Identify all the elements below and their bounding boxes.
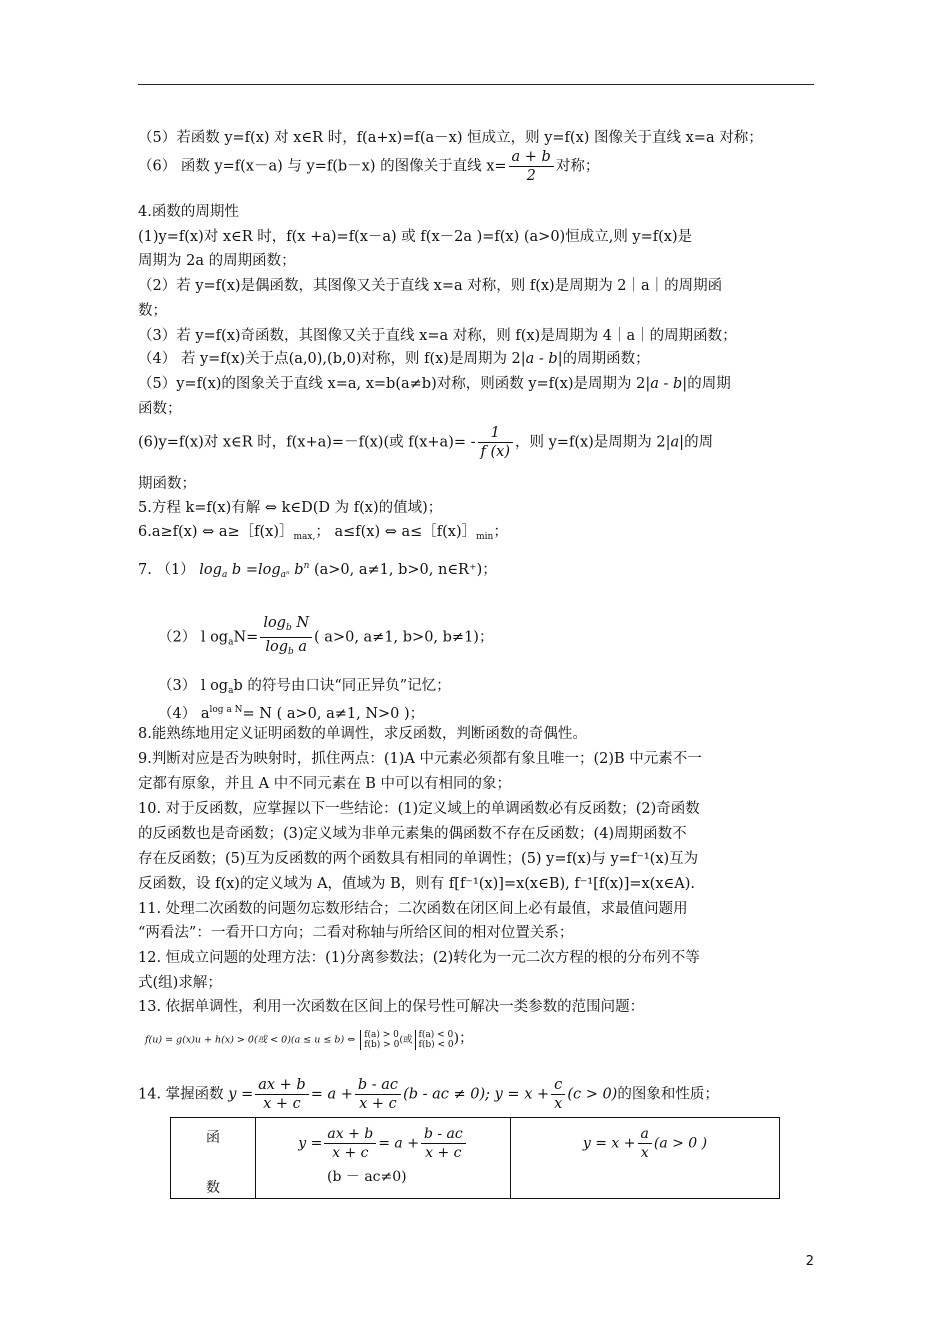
text-line: （5）若函数 y=f(x) 对 x∈R 时，f(a+x)=f(a－x) 恒成立，则 y=f(x) 图像关于直线 x=a 对称； (138, 130, 763, 146)
text: （4） 若 y=f(x)关于点(a,0),(b,0)对称，则 f(x)是周期为 2 (138, 351, 521, 367)
text-line: 11. 处理二次函数的问题勿忘数形结合；二次函数在闭区间上必有最值，求最值问题用 (138, 901, 688, 917)
math: y = (228, 1086, 254, 1103)
var: N (296, 615, 310, 631)
fraction (355, 1076, 401, 1113)
superscript: log a N (209, 705, 243, 715)
condition: f(b) < 0 (418, 1040, 454, 1050)
text-line (158, 700, 424, 724)
fraction (421, 1125, 466, 1162)
page-number: 2 (805, 1254, 814, 1269)
table-cell (256, 1118, 511, 1199)
fraction (255, 1076, 308, 1113)
text: (a>0, a≠1, b>0, n∈R⁺)； (313, 562, 497, 578)
math: = a + (310, 1086, 353, 1103)
text-line: 存在反函数；(5)互为反函数的两个函数具有相同的单调性；(5) y=f(x)与 y=f⁻¹(x)互为 (138, 851, 699, 867)
condition-brace (415, 1030, 454, 1050)
text-line: 10. 对于反函数，应掌握以下一些结论：(1)定义域上的单调函数必有反函数；(2)奇函数 (138, 801, 700, 817)
text: （6） 函数 y=f(x－a) 与 y=f(b－x) 的图像关于直线 x= (138, 158, 507, 175)
text-line (138, 374, 731, 394)
text-line: 期函数； (138, 476, 196, 492)
text-line (158, 676, 451, 701)
text: （3） l og (158, 678, 229, 694)
var: b (294, 562, 304, 578)
text: 对称； (555, 158, 600, 175)
denominator: x + c (332, 1145, 369, 1161)
denominator: x + c (425, 1145, 462, 1161)
subscript: a (228, 637, 234, 648)
numerator: a + b (509, 148, 554, 167)
text: N= (233, 629, 259, 646)
superscript: n (303, 561, 310, 571)
text-line: 的反函数也是奇函数；(3)定义域为非单元素集的偶函数不存在反函数；(4)周期函数不 (138, 826, 687, 842)
table-cell (511, 1118, 780, 1199)
text: 的周 (684, 434, 714, 451)
header-char: 函 (206, 1130, 220, 1146)
denominator: f (x) (480, 444, 510, 460)
numerator (260, 614, 312, 638)
fraction (324, 1125, 376, 1162)
text: 的周期函数； (562, 351, 650, 367)
text-line (138, 522, 508, 547)
condition: f(b) > 0 (364, 1040, 400, 1050)
formula-sign-preservation (145, 1030, 473, 1050)
text-line-log-power (138, 556, 497, 585)
text: 6.a≥f(x) ⇔ a≥［f(x)］ (138, 524, 294, 540)
log: log (199, 562, 222, 578)
text-line (138, 349, 650, 369)
text-line: （3）若 y=f(x)奇函数，其图像又关于直线 x=a 对称，则 f(x)是周期为 4｜a｜的周期函数； (138, 328, 737, 344)
numerator: ax + b (324, 1125, 376, 1144)
table-row (171, 1118, 780, 1199)
text-line-rational-function (138, 1076, 719, 1113)
text-line: 周期为 2a 的周期函数； (138, 253, 296, 269)
text-line: 数； (138, 303, 167, 319)
log: log (263, 615, 286, 631)
abs-expr: |a - b| (520, 351, 563, 367)
header-char: 数 (206, 1180, 220, 1196)
math: (b - ac ≠ 0); y = x + (403, 1086, 550, 1103)
fraction (551, 1076, 565, 1113)
cell-formula (512, 1125, 778, 1162)
denominator: x + c (263, 1096, 301, 1112)
numerator: b - ac (421, 1125, 466, 1144)
text: （2） l og (158, 629, 229, 646)
table-header-cell (171, 1118, 256, 1199)
numerator: b - ac (355, 1076, 401, 1095)
text: （4） a (158, 706, 210, 722)
cell-condition: (b － ac≠0) (327, 1169, 407, 1185)
text-line: （2）若 y=f(x)是偶函数，其图像又关于直线 x=a 对称，则 f(x)是周期为 2｜a｜的周期函 (138, 278, 723, 294)
text-line: “两看法”：一看开口方向；二看对称轴与所给区间的相对位置关系； (138, 925, 574, 941)
text: （5）y=f(x)的图象关于直线 x=a, x=b(a≠b)对称，则函数 y=f(x)是周期为 2 (138, 376, 646, 392)
text-line: 13. 依据单调性，利用一次函数在区间上的保号性可解决一类参数的范围问题： (138, 999, 645, 1015)
text: 的周期 (687, 376, 731, 392)
text: b 的符号由口诀“同正异负”记忆； (233, 678, 451, 694)
subscript: b (285, 623, 292, 633)
text: ； (493, 524, 508, 540)
text-line: 定都有原象，并且 A 中不同元素在 B 中可以有相同的象； (138, 776, 512, 792)
subscript: b (287, 647, 294, 657)
condition: f(a) > 0 (364, 1030, 399, 1040)
text: 的图象和性质； (617, 1086, 719, 1103)
denominator (260, 638, 312, 661)
header-rule (138, 84, 814, 85)
math: y = x + (582, 1135, 636, 1152)
denominator: 2 (526, 168, 536, 184)
subscript: min (476, 532, 494, 542)
denominator: x (554, 1096, 563, 1112)
var: b (231, 562, 242, 578)
math: (c > 0) (567, 1086, 618, 1103)
log: log (265, 639, 288, 655)
text: ( a>0, a≠1, b>0, b≠1)； (314, 629, 494, 646)
text-line: 8.能熟练地用定义证明函数的单调性，求反函数，判断函数的奇偶性。 (138, 726, 587, 742)
abs-expr: |a| (665, 434, 685, 451)
text: ，则 y=f(x)是周期为 2 (515, 434, 666, 451)
denominator: x + c (359, 1096, 397, 1112)
text-line-symmetry-midpoint (138, 148, 599, 185)
cell-formula (257, 1125, 509, 1162)
text: ； a≤f(x) ⇔ a≤［f(x)］ (315, 524, 477, 540)
numerator: ax + b (255, 1076, 308, 1095)
function-table (170, 1117, 780, 1199)
denominator: x (640, 1145, 649, 1161)
text-line (138, 424, 713, 461)
subscript: a (221, 570, 228, 580)
fraction (260, 614, 312, 661)
text: 7. （1） (138, 562, 195, 578)
numerator: 1 (478, 424, 513, 443)
math: (a > 0 ) (653, 1135, 708, 1152)
subscript: aⁿ (280, 570, 290, 580)
text-line: 9.判断对应是否为映射时，抓住两点：(1)A 中元素必须都有象且唯一；(2)B 中元素不一 (138, 751, 702, 767)
text-line: 反函数，设 f(x)的定义域为 A，值域为 B，则有 f[f⁻¹(x)]=x(x∈B), f⁻¹[f(x)]=x(x∈A). (138, 876, 695, 892)
text-line: (1)y=f(x)对 x∈R 时，f(x +a)=f(x－a) 或 f(x－2a )=f(x) (a>0)恒成立,则 y=f(x)是 (138, 229, 693, 245)
math: = a + (378, 1135, 419, 1152)
text-line: 函数； (138, 401, 182, 417)
subscript: max, (293, 532, 316, 542)
numerator: a (638, 1125, 652, 1144)
text-line: 12. 恒成立问题的处理方法：(1)分离参数法；(2)转化为一元二次方程的根的分布列不等 (138, 950, 700, 966)
subscript: a (228, 686, 234, 696)
fraction (638, 1125, 652, 1162)
formula-text: f(u) = g(x)u + h(x) > 0(或 < 0)(a ≤ u ≤ b) ⇔ (145, 1034, 356, 1046)
section-heading: 4.函数的周期性 (138, 204, 239, 220)
numerator: c (551, 1076, 565, 1095)
text: 14. 掌握函数 (138, 1086, 224, 1103)
math: y = (298, 1135, 323, 1152)
condition: f(a) < 0 (418, 1030, 454, 1040)
text: )； (453, 1030, 474, 1047)
fraction (509, 148, 554, 185)
text-line-change-of-base (158, 614, 493, 661)
math (199, 562, 309, 578)
text: (或 (399, 1034, 413, 1046)
condition-brace (360, 1030, 399, 1050)
abs-expr: |a - b| (645, 376, 688, 392)
text-line: 5.方程 k=f(x)有解 ⇔ k∈D(D 为 f(x)的值域)； (138, 500, 443, 516)
var: a (298, 639, 308, 655)
text: = N ( a>0, a≠1, N>0 )； (242, 706, 425, 722)
log: =log (245, 562, 281, 578)
fraction (478, 424, 513, 461)
text: (6)y=f(x)对 x∈R 时，f(x+a)=－f(x)(或 f(x+a)= - (138, 434, 476, 451)
text-line: 式(组)求解； (138, 975, 222, 991)
